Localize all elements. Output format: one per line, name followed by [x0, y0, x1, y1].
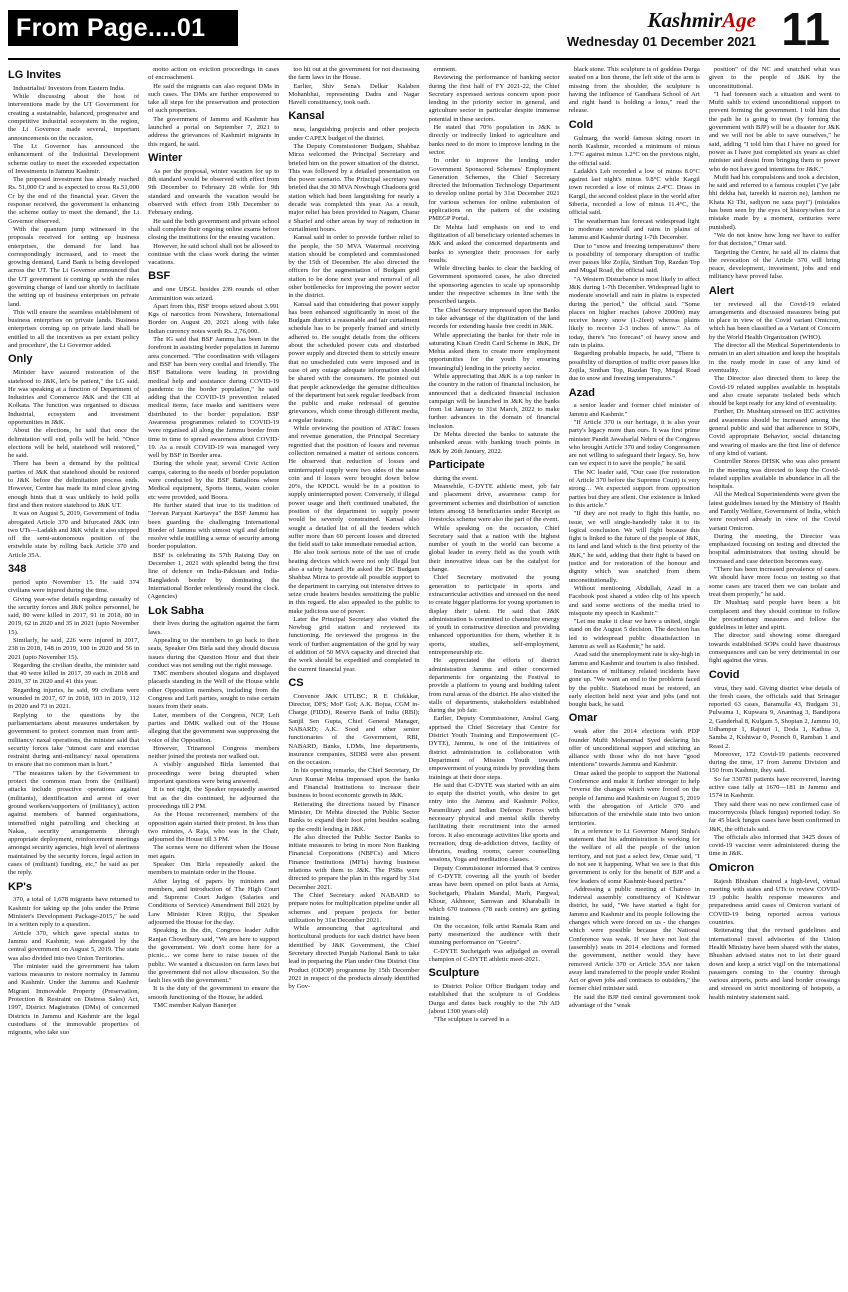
article-paragraph: Moreover, 172 Covid-19 patients recovered during the time, 17 from Jammu Division and 150 from Kashmir, they said.	[708, 750, 841, 775]
masthead	[530, 3, 830, 55]
article-paragraph: ter reviewed all the Covid-19 related arrangements and discussed measures being put in place in view of the Covid variant Omicron, which has been classified as a Variant of Concern by the World Health Organization (WHO).	[708, 300, 841, 341]
article-paragraph: BSF is celebrating its 57th Raising Day on December 1, 2021 with splendid being the first line of defence on India-Pakistan and India-Bangladesh border by dominating the International Border relentlessly round the clock. (Agencies)	[148, 551, 280, 601]
article-paragraph: Dr Mehta directed the banks to saturate the unbanked areas with banking touch points in J&K by 26th January, 2022.	[428, 431, 560, 455]
article-paragraph: On the occasion, folk artist Ramala Ram and party mesmerized the audience with their stunning performance on "Geetru".	[428, 922, 560, 947]
article-paragraph: Instances of militancy related incidents have gone up. "We want an end to the problems faced by the public. Statehood must be restored, an early election held next year and jobs (and not bought back, he said.	[568, 667, 700, 709]
article-paragraph: It was on August 5, 2019, Government of India abrogated Article 370 and bifurcated J&K into two UTs—Ladakh and J&K while it also stripped off the semi-autonomous position of the erstwhile state by rolling back Article 370 and Article 35A.	[8, 510, 140, 559]
article-paragraph: The IG said that BSF Jammu has been in the forefront in assisting border population in Jammu area concerned. "The coordination with villagers and BSF has been very cordial and friendly. The BSF Battalions were leading in providing medical help and assistance during COVID-19 pandemic to the border population," he said adding that the COVID-19 prevention related medical items, face masks and sanitisers were distributed to the border population. BSF Awareness programmes related to COVID-19 were organised all along the Jammu border from time to time to spread awareness about COVID-19. As a result COVID-19 was managed very well by BSF in Border area.	[148, 336, 280, 460]
column-5	[569, 66, 700, 1284]
header-divider	[8, 58, 840, 60]
article-paragraph: He stated that 70% population in J&K is directly or indirectly linked to agriculture and banks need to do more to improve lending in the sector.	[428, 124, 560, 156]
article-paragraph: While directing banks to clear the backlog of Government sponsored cases, he also directed the sponsoring agencies to scale up sponsorship under the respective schemes in line with the prescribed targets.	[428, 265, 560, 306]
article-paragraph: Regarding the civilian deaths, the minister said that 40 were killed in 2017, 39 each in 2018 and 2019, 37 in 2020 and 41 this year.	[8, 661, 140, 686]
article-paragraph: Ladakh's Leh recorded a low of minus 8.0°C against last night's minus 9.8°C while Kargil town recorded a low of minus 2.4°C. Drass in Kargil, the second coldest place in the world after Siberia, recorded a low of minus 11.4°C, the official said.	[568, 167, 700, 217]
article-paragraph: The Director also directed them to keep the Covid-19 related supplies available in hospitals and also create separate isolated beds which should be kept ready for any kind of eventuality.	[708, 375, 841, 408]
article-paragraph: too hit out at the government for not discussing the farm laws in the House.	[288, 66, 420, 82]
article-paragraph: Without mentioning Abdullah, Azad in a Facebook post shared a video clip of his speech and said some sections of the media tried to misquote my speech in Kashmir."	[568, 584, 700, 617]
article-paragraph: As the House reconvened, members of the opposition again started their protest. In less than two minutes, A Raja, who was in the Chair, adjourned the House till 3 PM.	[148, 811, 280, 844]
article-paragraph: All the Medical Superintendents were given the latest guidelines issued by the Ministry of Health and Family Welfare, Government of India, which were received already in view of the Covid variant Omicron.	[708, 491, 841, 532]
article-paragraph: In a reference to Lt Governor Manoj Sinha's statement that his administration is working for the welfare of all the people of the union territory, and not just a select few, Omar said, "I do not see it happening. What we see is that this government is only for the benefit of BJP and a few leaders of some Kashmir-based parties."	[568, 827, 700, 885]
article-paragraph: Reiterating that the revised guidelines and international travel advisories of the Union Health Ministry have been shared with the states, Bhushan advised states not to let their guard down and keep a strict vigil on the international passengers coming to the country through various airports, ports and land border crossings and stressed on strict monitoring of hotspots, a health ministry statement said.	[708, 927, 841, 1001]
article-paragraph: He said the both government and private school shall complete their ongoing online exams before closing the institutions for the ensuing vacation.	[148, 217, 280, 242]
article-paragraph: Rajesh Bhushan chaired a high-level, virtual meeting with states and UTs to review COVID-19 public health response measures and preparedness amid cases of Omicron variant of COVID-19 being reported across various countries.	[708, 877, 841, 927]
article-paragraph: Industrialist/ Investors from Eastern India.	[13, 84, 125, 92]
issue-date: Wednesday 01 December 2021	[566, 34, 756, 49]
column-3	[288, 66, 419, 1284]
article-paragraph: to District Police Office Budgam today and established that the sculpture is of Goddess Durga and dates back roughly to the 7th AD (about 1300 years old)	[428, 983, 560, 1016]
article-paragraph: The director all the Medical Superintendents to remain in an alert situation and keep the hospitals in the ready mode in case of any kind of eventuality.	[708, 342, 841, 374]
paper-name	[647, 8, 756, 33]
article-heading: CS	[288, 676, 304, 689]
article-paragraph: position" of the NC and snatched what was given to the people of J&K by the unconstitutional.	[708, 66, 841, 90]
article-columns	[8, 66, 840, 1284]
article-paragraph: The officials also informed that 3425 doses of covid-19 vaccine were administered during the time in J&K.	[708, 833, 841, 858]
article-paragraph: In his opening remarks, the Chief Secretary, Dr Arun Kumar Mehta impressed upon the banks and Financial Institutions to increase their business to boost economic growth in J&K.	[288, 767, 420, 800]
article-paragraph: Dr Mehta laid emphasis on end to end digitization of all beneficiary oriented schemes in J&K and asked the concerned departments and banks to synergize their processes for early results.	[428, 223, 560, 264]
paper-name-age: Age	[722, 8, 756, 32]
article-paragraph: Giving year-wise details regarding casualty of the security forces and J&K police personnel, he said, 80 were killed in 2017, 91 in 2018, 80 in 2019, 62 in 2020 and 35 in 2021 (upto November 15).	[8, 595, 140, 636]
article-paragraph: During the whole year, several Civic Action camps, catering to the needs of border population were conducted by the BSF Battalions where Medical equipment, Sports items, water cooler etc were provided, said Boora.	[148, 460, 280, 501]
article-heading: Sculpture	[428, 967, 480, 980]
article-paragraph: Omar asked the people to support the National Conference and make it further stronger to help "reverse the changes which were forced on the people of Jammu and Kashmir on August 5, 2019 with the abrogation of Article 370 and bifurcation of the erstwhile state into two union territories.	[568, 769, 700, 827]
article-paragraph: With the quantum jump witnessed in the proposals received for setting up business enterprises, the demand for land has correspondingly increased, and to meet the growing demand, Land Bank is being developed across the UT. The Lt Governor announced that the UT government is coming up with the rules governing change of land use shortly to facilitate the setting up of business enterprises on private land.	[8, 225, 140, 308]
article-paragraph: "Let me make it clear we have a united, single stand on the August 5 decision. The decision has led to widespread public dissatisfaction in Jammu as well as Kashmir," he said.	[568, 618, 700, 651]
article-paragraph: Regarding injuries, he said, 99 civilians were wounded in 2017, 67 in 2018, 103 in 2019, 112 in 2020 and 73 in 2021.	[8, 686, 140, 711]
article-paragraph: weak after the 2014 elections with PDP founder Mufti Mohammad Syed declaring his offer of unconditional support and stitching an alliance with those who do not have "good intentions" towards Jammu and Kashmir.	[568, 728, 700, 769]
article-paragraph: Apart from this, BSF troops seized about 3.991 Kgs of narcotics from Nowshera, International Border on August 20, 2021 along with fake Indian currency notes worth Rs. 2,76,000.	[148, 302, 280, 335]
article-paragraph: It is not right, the Speaker repeatedly asserted but as the din continued, he adjourned the proceedings till 2 PM.	[148, 786, 280, 810]
article-paragraph: So far 330781 patients have recovered, leaving active case tally at 1670—181 in Jammu and 1574 in Kashmir.	[708, 775, 841, 800]
article-paragraph: He also directed the Public Sector Banks to initiate measures to bring in more Non Banking Financial Corporations (NBFCs) and Micro Finance Institutions (MFIs) having business relations with them to J&K. The PSBs were directed to prepare the plan in this regard by 31st December 2021.	[288, 833, 420, 891]
article-heading: Azad	[568, 386, 595, 399]
article-paragraph: The Lt Governor has announced the enhancement of the Industrial Development scheme outlay to meet the exceeded expectation of Investments in Jammu Kashmir.	[8, 142, 140, 175]
article-heading: Omicron	[708, 861, 755, 874]
article-paragraph: He further stated that true to its tradition of "Jeevan Paryant Kartavya" the BSF Jammu has been guarding the challenging International Border of Jammu with utmost vigil and definite resolve while instilling a sense of security among border population.	[148, 501, 280, 551]
article-heading: 348	[8, 563, 27, 576]
article-paragraph: Earlier, Shiv Sena's Delkar Kalaben Mohanbhai, representing Dadra and Nagar Haveli constituency, took oath.	[288, 82, 420, 107]
article-paragraph: black stone. This sculpture is of goddess Durga seated on a lion throne, the left side of the arm is missing from the shoulder, the sculpture is having the influence of Gandhara School of Art and right hand is holding a lotus," read the release.	[568, 66, 700, 115]
article-paragraph: As per the proposal, winter vacation for up to 8th standard would be observed with effect from 9th December to February 28 while for 9th standard and onwards the vacation would be observed with effect from 19th December to February ending.	[148, 167, 280, 217]
article-paragraph: Kansal said in order to provide further relief to the people, the 50 MVA Watermal receiving station should be completed and commissioned by the 15th of December. He also directed the officers for the augmentation of Budgam grid station to be done next year and removal of all other bottlenecks for improving the power sector in the district.	[288, 234, 420, 300]
article-paragraph: Reiterating the directions issued by Finance Minister, Dr Mehta directed the Public Sector Banks to expand their foot print besides scaling up the credit lending in J&K.	[288, 800, 420, 833]
article-paragraph: Azad said the unemployment rate is sky-high in Jammu and Kashmir and tourism is also finished.	[568, 651, 700, 667]
article-paragraph: Dr Mushtaq said people have been a bit complacent and they should continue to follow the precautionary measures and follow the guidelines in letter and spirit.	[708, 599, 841, 632]
article-paragraph: TMC members shouted slogans and displayed placards standing in the Well of the House while other Opposition members, including from the Congress and Left parties, sought to raise certain issues from their seats.	[148, 670, 280, 711]
article-paragraph: The Deputy Commissioner Budgam, Shahbaz Mirza welcomed the Principal Secretary and briefed him on the power situation of the district. This was followed by a detailed presentation on the power scenario. The Principal secretary was briefed that the 30 MVA Nowbugh Chadoora grid station which had been languishing for nearly a decade was completed this year. As a result, major relief has been provided to Nagam, Charar e Sharief and other areas by way of reduction in curtailment hours.	[288, 142, 420, 233]
article-heading: Participate	[428, 458, 485, 471]
article-paragraph: Further, Dr. Mushtaq stressed on IEC activities and awareness should be increased among the general public and said that adherence to SOPs, Covid appropriate Behavior, social distancing and wearing of masks are the first line of defence of any kind of variant.	[708, 408, 841, 457]
article-paragraph: Mufti had his compulsions and took a decision, he said and referred to a famous couplet ("ye jabr bhi dekha hai, tareekh ki nazron ne), lamhon ne Khata Ki Thi, sadiyon ne saza payi") (mistakes has been seen by the eyes of history/when for a mistake made by a moment, centuries were punished).	[708, 173, 841, 231]
article-paragraph: ernment.	[433, 66, 457, 73]
article-paragraph: "If Article 370 is our heritage, it is also your party's legacy more than ours. It was first prime minister Pandit Jawaharlal Nehru of the Congress who brought Article 370 and today Congressmen are not willing to safeguard their legacy. So, how can we expect it to save the people," he said.	[568, 419, 700, 468]
article-paragraph: Gulmarg, the world famous skiing resort in north Kashmir, recorded a minimum of minus 1.7°C against minus 1.2°C on the previous night, the official said.	[568, 134, 700, 167]
article-paragraph: "I had foreseen such a situation and went to Mufti sahib to extend unconditional support to prevent forming the government. I told him that the path he is going to treat (by forming the government with BJP) will be a disaster for J&K and we will not be able to save ourselves," he said, adding "I told him that I have no greed for power as I have just completed six years as chief minister and desist from bringing them to power who do not have good intentions for J&K."	[708, 90, 841, 173]
article-paragraph: during the event.	[433, 474, 479, 482]
article-paragraph: "There has been increased prevalence of cases. We should have more focus on testing so that some cases are traced then we can isolate and treat them properly," he said.	[708, 566, 841, 598]
article-heading: KP's	[8, 880, 33, 893]
article-heading: BSF	[148, 270, 171, 283]
article-paragraph: This will ensure the seamless establishment of business enterprises on private lands. Business enterprises coming up on private land shall be entitled to all the incentives as per extant policy and procedure', the Lt Governor added.	[8, 308, 140, 350]
article-heading: Only	[8, 353, 33, 366]
article-paragraph: In order to improve the lending under Government Sponsored Schemes/ Employment Generation Schemes, the Chief Secretary directed the Information Technology Department to develop online portal by 31st December 2021 for various schemes for online submission of applications on the pattern of the existing PMEGP Portal.	[428, 157, 560, 223]
article-paragraph: The NC leader said, "Our case (for restoration of Article 370 before the Supreme Court) is very strong… We expected support from opposition parties but they are silent. Our existence is linked to this article."	[568, 468, 700, 509]
article-paragraph: Later, members of the Congress, NCP, Left parties and DMK walked out of the House alleging that the government was suppressing the voice of the Opposition.	[148, 711, 280, 744]
section-title: From Page....01	[16, 14, 206, 42]
article-paragraph: "If they are not ready to fight this battle, no issue, we will single-handedly take it to its logical conclusion. We will fight because this fight is linked to the future of the people of J&K, its land and land which is the first priority of the J&K," he said, adding that their fight is based on justice and for restoration of the honour and dignity which was snatched from them unconstitutionally.	[568, 510, 700, 584]
article-paragraph: During the meeting, the Director was emphasized focusing on testing and directed the hospital administrators that testing should be increased and case detection becomes easy.	[708, 532, 841, 565]
article-paragraph: However, Trinamool Congress members neither joined the protests nor walked out.	[148, 744, 280, 761]
article-paragraph: A visibly anguished Birla lamented that proceedings were being disrupted when important questions were being answered.	[148, 761, 280, 786]
article-paragraph: "We do not know how long we have to suffer for that decision," Omar said.	[708, 231, 841, 248]
article-paragraph: He said the migrants can also request DMs in such cases. The DMs are further empowered to take all steps for the preservation and protection of such properties.	[148, 82, 280, 115]
article-paragraph: The director said showing some disregard towards established SOPs could have disastrous consequences and can be very detrimental in our fight against the virus.	[708, 632, 841, 665]
article-paragraph: Earlier, Deputy Commissioner, Anshul Garg, apprised the Chief Secretary that Centre for District Youth Training and Empowerment (C-DYTE), Jammu, is one of the initiatives of district administration in collaboration with Department of Mission Youth towards empowerment of young minds by providing them trainings at their door steps.	[428, 715, 560, 781]
article-paragraph: and one UBGL besides 239 rounds of other Ammunition was seized.	[148, 286, 280, 302]
article-heading: Alert	[708, 284, 734, 297]
article-paragraph: He said that C-DYTE was started with an aim to equip the district youth, who desire to get entry into the Jammu and Kashmir Police, Paramilitary and Indian Defence Forces with necessary physical and mental skills thereby facilitating their recruitment into the armed forces. It also encourage activities like sports and recreation, drug de-addiction drives, facility of libraries, reading rooms, career counselling sessions, Yoga and meditation classes.	[428, 781, 560, 864]
article-paragraph: "The sculpture is carved in a	[433, 1016, 509, 1024]
article-paragraph: "A Western Disturbance is most likely to affect J&K during 1-7th December. Widespread light to moderate snowfall and rain in plains is expected during the period," the official said. "Some places on higher reaches (above 2000m) may receive heavy snow (1-2feet) whereas plains likely to receive 2-3 inches of snow." As of today, there's "no forecast" of heavy snow and rain in plains.	[568, 275, 700, 350]
article-heading: Winter	[148, 151, 183, 164]
article-paragraph: Speaker Om Birla repeatedly asked the members to maintain order in the House.	[148, 861, 280, 877]
column-6	[709, 66, 840, 1284]
column-2	[148, 66, 279, 1284]
article-paragraph: The minister said the government has taken various measures to restore normalcy in Jammu and Kashmir. Under the Jammu and Kashmir Migrant Immovable Property (Preservation, Protection & Restraint on Distress Sales) Act, 1997, District Magistrates (DMs) of concerned Districts in Jammu and Kashmir are the legal custodians of the immovable properties of migrants, who take suo	[8, 962, 140, 1037]
article-paragraph: Deputy Commissioner informed that 9 centres of C-DYTE covering all the youth of border areas have been opened on pilot basis at Arnia, Suchetgarh, Phalain Mandal, Marh, Pargwal, Khour, Akhnoor, Samwan and Kharaballi in which 670 trainees (78 each centre) are getting training.	[428, 864, 560, 922]
article-paragraph: Targeting the Centre, he said all its claims that the revocation of the Article 370 will bring peace, development, investment, jobs and end militancy have proved false.	[708, 248, 841, 281]
article-paragraph: It is the duty of the government to ensure the smooth functioning of the House, he added.	[148, 985, 280, 1001]
page-number: 11	[781, 3, 830, 55]
article-paragraph: While appreciating that J&K is a top ranker in the country in the ration of financial inclusion, he announced that a dedicated financial inclusion campaign will be launched in J&K by the banks from 1st January to 31st March, 2022 to make further advances in the domain of financial inclusion.	[428, 372, 560, 430]
article-paragraph: their lives during the agitation against the farm laws.	[148, 620, 280, 636]
article-paragraph: Reviewing the performance of banking sector during the first half of FY 2021-22, the Chief Secretary expressed serious concern upon poor lending in the priority sector in general, and agriculture sector in particular despite immense potential in these sectors.	[428, 74, 560, 123]
article-heading: Covid	[708, 668, 740, 681]
article-paragraph: While reviewing the position of AT&C losses and revenue generation, the Principal Secretary regretted that the position of losses and revenue collection remained a matter of serious concern. He observed that reduction of losses and uninterrupted supply were two sides of the same coin and if losses were brought down below 20%, the KPDCL would be in a position to supply uninterrupted power. Conversely, if illegal power usage and theft continued unabated, the position of the department to supply power would be severely constrained. Kansal also sought a detailed list of all the feeders which suffer more than 60 percent losses and directed the field staff to take immediate remedial action.	[288, 425, 420, 549]
article-heading: Lok Sabha	[148, 604, 204, 617]
article-paragraph: TMC member Kalyan Banerjee	[153, 1002, 237, 1010]
article-paragraph: The weatherman has forecast widespread light to moderate snowfall and rains in plains of Jammu and Kashmir during 1-7th December.	[568, 217, 700, 242]
article-paragraph: ness, languishing projects and other projects under CAPEX budget of the district.	[288, 126, 420, 142]
article-paragraph: Replying to the questions by the parliamentarians about measures undertaken by government to protect common man from anti-militancy/ naxal operations, the minister said that security forces take "utmost care and exercise restraint during anti-militancy/ naxal operations to ensure that no common man is hurt."	[8, 711, 140, 769]
article-paragraph: Chief Secretary motivated the young generation to participate in sports and extracurricular activities and stressed on the need to create bigger platforms for young sportsmen to display their talent. He said that J&K administration is committed to channelize energy of youth in constructive direction and providing enhanced opportunities for them, whether it is sports, studies, self-employment, entrepreneurship etc.	[428, 574, 560, 657]
article-paragraph: The Chief Secretary impressed upon the Banks to take advantage of the digitization of the land records for extending hassle free credit in J&K.	[428, 306, 560, 331]
article-paragraph: virus, they said. Giving district wise details of the fresh cases, the officials said that Srinagar reported 63 cases, Baramulla 43, Budgam 31, Pulwama 1, Kupwara 9, Anantnag 3, Bandipora 2, Ganderbal 8, Kulgam 5, Shopian 2, Jammu 10, Udhampur 1, Rajouri 1, Doda 1, Kathua 3, Samba 2, Kishtwar 0, Poonch 0, Ramban 1 and Reasi 2.	[708, 684, 841, 750]
article-paragraph: Minister have assured restoration of the statehood to J&K, let's be patient," the LG said. He was speaking at a function of Department of Industries and Commerce J&K and the CII at Kolkata. The function was organised to discuss Industrial, ecosystem and investment opportunities in J&K.	[8, 369, 140, 426]
article-heading: Omar	[568, 712, 598, 725]
article-paragraph: He also took serious note of the use of crude heating devices which were not only illegal but also a safety hazard. He asked the DC Budgam Shahbaz Mirza to provide all possible support to the department in carrying out intensive drives to seize crude heaters besides sensitizing the public in this regard. He also appealed to the public to make judicious use of power.	[288, 549, 420, 615]
article-paragraph: He said the BJP tied central government took advantage of the "weak	[568, 993, 700, 1010]
article-heading: Cold	[568, 118, 594, 131]
article-paragraph: However, he said school shall not be allowed to continue with the class work during the winter vacations.	[148, 242, 280, 267]
section-banner	[8, 10, 238, 46]
article-paragraph: Due to "snow and freezing temperatures" there is possibility of temporary disruption of traffic over passes like Zojila, Sinthan Top, Razdan Top and Mugal Road, the official said.	[568, 242, 700, 275]
article-paragraph: "The measures taken by the Government to protect the common man from the (militant) attacks include proactive operations against (militants), identification and arrest of over ground workers/supporters of (militancy), action against members of banned organisations, intensified night patrolling and checking at Nakas, security arrangements through appropriate deployment, reinforcement meetings amongst security agencies, high level of alertness maintained by the security forces, legal action in cases of (militant) funding, etc," he said as per the reply.	[8, 769, 140, 877]
article-paragraph: Meanwhile, C-DYTE athletic meet, job fair and placement drive, awareness camp for government schemes and distribution of sanction letters among 18 beneficiaries under Receipt as livestocks scheme were also the part of the event.	[428, 483, 560, 524]
column-1	[8, 66, 139, 1284]
column-4	[429, 66, 560, 1284]
article-paragraph: Controller Stores DHSK who was also present in the meeting was directed to keep the Covid-related supplies available in abundance in all the hospitals.	[708, 458, 841, 491]
article-paragraph: Similarly, he said, 226 were injured in 2017, 238 in 2018, 148 in 2019, 100 in 2020 and 56 in 2021 (upto November 15).	[8, 636, 140, 661]
article-paragraph: Addressing a public meeting at Chatroo in Inderwal assembly constituency of Kishtwar district, he said, "We have started a fight for Jammu and Kashmir and its people following the changes which were forced on us - the changes which were possible because the National Conference was weak. If we have not lost the (assembly) seats in 2014 elections and formed the government, neither would they have removed Article 370 or Article 35A nor taken away land transferred to the people under Roshni Act or given jobs and contracts to outsiders," the former chief minister said.	[568, 885, 700, 993]
article-paragraph: Speaking in the din, Congress leader Adhir Ranjan Chowdhury said, "We are here to support the government. We don't come here for a picnic... we come here to raise issues of the public. We wanted a discussion on farm laws but the government did not allow discussion. So the fault lies with the government."	[148, 927, 280, 985]
article-paragraph: Regarding probable impacts, he said, "There is possibility of disruption of traffic over passes like Zojila, Sinthan Top, Razdan Top, Mugal Road due to snow and freezing temperatures."	[568, 350, 700, 383]
article-paragraph: The Chief Secretary asked NABARD to prepare notes for multiplication pipeline under all schemes and prepare projects for better utilization by 31st December 2021.	[288, 891, 420, 924]
paper-name-kashmir: Kashmir	[647, 8, 723, 32]
article-paragraph: 370, a total of 1,678 migrants have returned to Kashmir for taking up the jobs under the Prime Minister's Development Package-2015," he said in a written reply to a question.	[8, 896, 140, 929]
article-heading: Kansal	[288, 110, 325, 123]
article-paragraph: Convenor J&K UTLBC; R E Chikkkar, Director, DFS; MoF GoI; A.K. Bojua, CGM in-Charge (FIDD), Reserve Bank of India (RBI); Sanjil Sen Gupta, Chief General Manager, NABARD; A.K. Sood and other senior functionaries of the Government, RBI, NABARD, Banks, LDMs, line departments, insurance companies, SIDBI were also present on the occasion.	[288, 692, 420, 767]
article-paragraph: While discussing about the host of interventions made by the UT Government for creating a sustainable, balanced, progressive and competitive industrial ecosystem in the region, the Lt Governor made several, important announcements on the occasion.	[8, 93, 140, 142]
page-header	[0, 0, 848, 62]
article-paragraph: The proposed investment has already reached Rs. 51,000 Cr and is expected to cross Rs.51,000 Cr by the end of the financial year. Given the response received, the government is enhancing the scheme outlay to meet the demand', the Lt Governor observed.	[8, 176, 140, 225]
article-paragraph: While speaking on the occasion, Chief Secretary said that a nation with the highest number of youth in the world can become a global leader in every field as the youth with their innovative ideas can be the catalyst for change.	[428, 524, 560, 574]
article-heading: LG Invites	[8, 69, 62, 81]
article-paragraph: While announcing that agricultural and horticultural products for each district have been identified by J&K Government, the Chief Secretary directed Punjab National Bank to take lead in preparing the Plan under One District One Product (ODOP) programme by 15th December 2021 in respect of the products already identified by Gov-	[288, 925, 420, 991]
article-paragraph: They said there was no new confirmed case of mucormycosis (black fungus) reported today. So far 45 black fungus cases have been confirmed in J&K, the officials said.	[708, 800, 841, 833]
article-paragraph: motto action on eviction proceedings in cases of encroachment.	[148, 66, 280, 82]
article-paragraph: Kansal said that considering that power supply has been enhanced significantly in most of the Budgam district a reasonable and fair curtailment schedule has to be properly framed and strictly adhered to. He sought details from the officers about the scheduled power cuts and disturbed power supply and directed them to strictly ensure that no unscheduled cuts were imposed and in case of any outage adequate information should be shared with the consumers. He pointed out that people acknowledge the genuine difficulties of the department but seek regular feedback from the public and make redressal of genuine grievances, which come through different media, a regular feature.	[288, 300, 420, 424]
article-paragraph: There has been a demand by the political parties of J&K that statehood should be restored to J&K before the delimitation process ends. However, Centre has made its mind clear giving enough hints that it was unlikely to hold polls first and then restore statehood to J&K UT.	[8, 460, 140, 509]
article-paragraph: He appreciated the efforts of district administration Jammu and other concerned departments for organizing the Festival to provide a platform to young and budding talent from rural areas of the district. He also visited the stalls of departments, stakeholders established during the job fair.	[428, 657, 560, 715]
article-paragraph: Later the Principal Secretary also visited the Nowbug grid station and reviewed its functioning. He reviewed the progress in the work of further augmentation of the grid by way of addition of 50 MVA capacity and directed that the work should be expedited and completed in the current financial year.	[288, 615, 420, 673]
article-paragraph: a senior leader and former chief minister of Jammu and Kashmir."	[568, 402, 700, 418]
article-paragraph: period upto November 15. He said 374 civilians were injured during the time.	[8, 578, 140, 595]
article-paragraph: After laying of papers by ministers and members, and introduction of The High Court and Supreme Court Judges (Salaries and Conditions of Service) Amendment Bill 2021 by Law Minister Kiren Rijiju, the Speaker adjourned the House for the day.	[148, 877, 280, 927]
article-paragraph: The government of Jammu and Kashmir has launched a portal on September 7, 2021 to address the grievances of Kashmiri migrants in this regard, he said.	[148, 115, 280, 148]
article-paragraph: Appealing to the members to go back to their seats, Speaker Om Birla said they should discuss issues during the Question Hour and that their conduct was not sending out the right message.	[148, 636, 280, 669]
article-paragraph: While appreciating the banks for their role in saturating Kisan Credit Card Scheme in J&K, Dr Mehta asked them to create more employment opportunities for the youth by ensuring (meaningful) lending in the priority sector.	[428, 331, 560, 372]
article-paragraph: About the elections, he said that once the delimitation will end, polls will be held. "Once elections will be held, statehood will restored," he said.	[8, 427, 140, 460]
article-paragraph: C-DYTE Suchetgarh was adjudged as overall champion of C-DYTE athletic meet-2021.	[428, 947, 560, 964]
article-paragraph: The scenes were no different when the House met again.	[148, 844, 280, 860]
article-paragraph: Article 370, which gave special status to Jammu and Kashmir, was abrogated by the central government on August 5, 2019. The state was also divided into two Union Territories.	[8, 929, 140, 962]
